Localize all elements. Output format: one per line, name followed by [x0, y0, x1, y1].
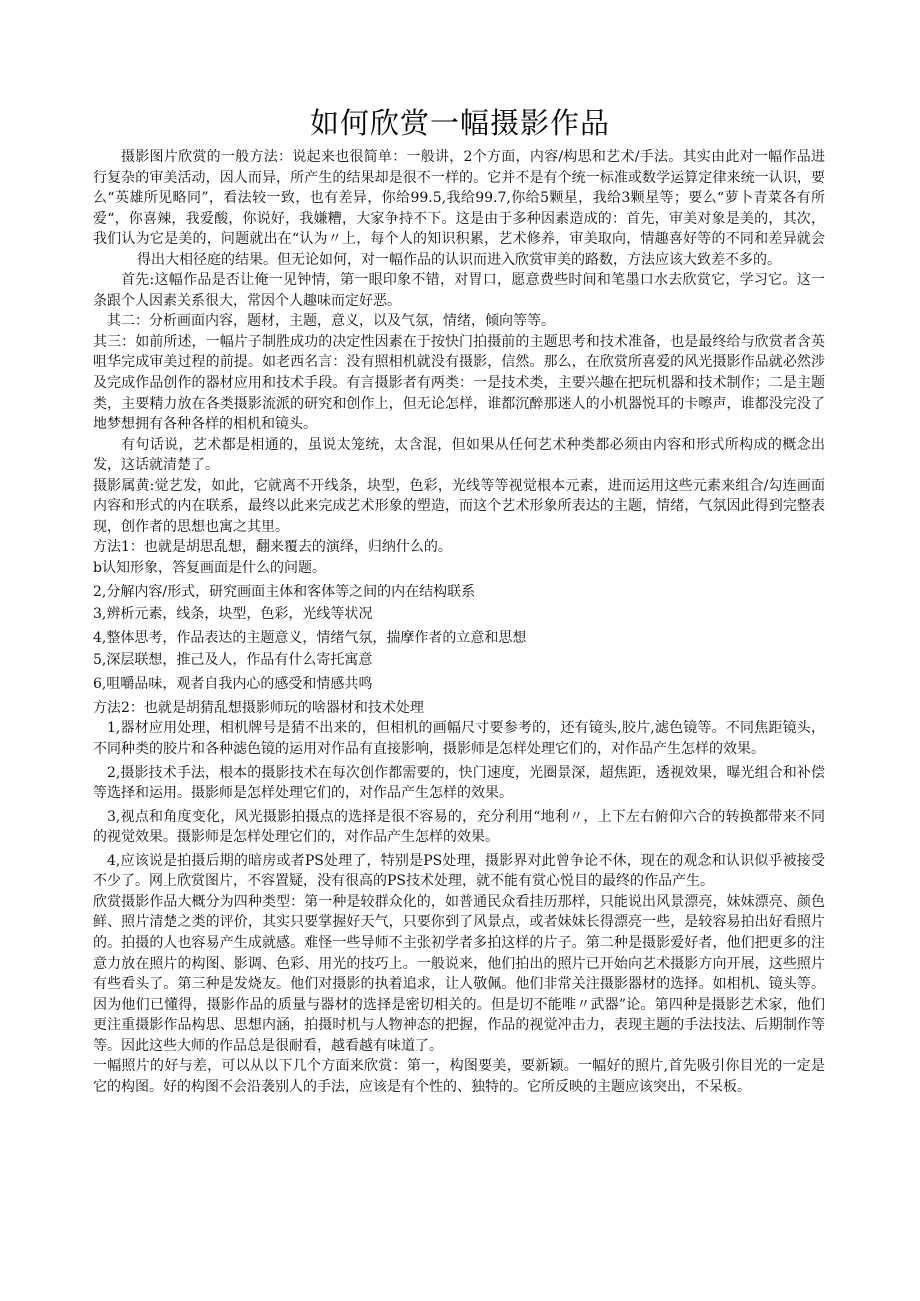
- method2-heading: 方法2：也就是胡猜乱想摄影师玩的啥器材和技术处理: [93, 699, 424, 716]
- paragraph-intro: 摄影图片欣赏的一般方法：说起来也很简单：一般讲，2个方面，内容/构思和艺术/手法。其实由此对一幅作品进行复杂的审美活动，因人而异，所产生的结果却是很不一样的。它并不是有个统一标准或数学运算定律来统一认识，要么“英雄所见略同”，看法较一致，也有差异，你给99.5,我给99.7,你给5颗星，我给3颗星等；要么“萝卜青菜各有所爱“，你喜辣，我爱酸，你说好，我嫌糟，大家争持不下。这是由于多种因素造成的：首先，审美对象是美的，其次，我们认为它是美的，问题就出在“认为〃上，每个人的知识积累，艺术修养，审美取向，情趣喜好等的不同和差异就会得出大相径庭的结果。但无论如何，对一幅作品的认识而进入欣赏审美的路数，方法应该大致差不多的。: [93, 149, 825, 268]
- method1-item: 2,分解内容/形式，研究画面主体和客体等之间的内在结构联系: [93, 584, 476, 601]
- method2-item: 1,器材应用处理，相机牌号是猜不出来的，但相机的画幅尺寸要参考的，还有镜头,胶片,滤色镜等。不同焦距镜头，不同种类的胶片和各种滤色镜的运用对作品有直接影响，摄影师是怎样处理它们的，对作品产生怎样的效果。: [93, 720, 825, 758]
- method1-item: 4,整体思考，作品表达的主题意义，情绪气氛，揣摩作者的立意和思想: [93, 630, 527, 647]
- document-title: 如何欣赏一幅摄影作品: [309, 106, 610, 140]
- method1-item: 3,辨析元素，线条，块型，色彩，光线等状况: [93, 605, 373, 622]
- paragraph-art: 有句话说，艺术都是相通的，虽说太笼统，太含混，但如果从任何艺术种类都必须由内容和形式所构成的概念出发，这话就清楚了。: [93, 436, 825, 474]
- paragraph-types: 欣赏摄影作品大概分为四种类型：第一种是较群众化的，如普通民众看挂历那样，只能说出风景漂亮，妹妹漂亮、颜色鲜、照片清楚之类的评价，其实只要掌握好天气，只要你到了风景点，或者妹妹长得漂亮一些，是较容易拍出好看照片的。拍摄的人也容易产生成就感。难怪一些导师不主张初学者多拍这样的片子。第二种是摄影爱好者，他们把更多的注意力放在照片的构图、影调、色彩、用光的技巧上。一般说来，他们拍出的照片已开始向艺术摄影方向开展，这些照片有些看头了。第三种是发烧友。他们对摄影的执着追求，让人敬佩。他们非常关注摄影器材的选择。如相机、镜头等。因为他们已懂得，摄影作品的质量与器材的选择是密切相关的。但是切不能唯〃武器”论。第四种是摄影艺术家，他们更注重摄影作品构思、思想内涵，拍摄时机与人物神态的把握，作品的视觉冲击力，表现主题的手法技法、后期制作等等。因此这些大师的作品总是很耐看，越看越有味道了。: [93, 893, 825, 1054]
- method1-heading: 方法1：也就是胡思乱想，翻来覆去的演绎，归纳什么的。: [93, 539, 452, 556]
- paragraph-photography: 摄影属黄:觉艺发，如此，它就离不开线条，块型，色彩，光线等等视觉根本元素，进而运用这些元素来组合/勾连画面内容和形式的内在联系，最终以此来完成艺术形象的塑造，而这个艺术形象所表达的主题，情绪，气氛因此得到完整表现，创作者的思想也寓之其里。: [93, 477, 825, 535]
- method2-item: 4,应该说是拍摄后期的暗房或者PS处理了，特别是PS处理，摄影界对此曾争论不休，现在的观念和认识似乎被接受不少了。网上欣赏图片，不容置疑，没有很高的PS技术处理，就不能有赏心悦目的最终的作品产生。: [93, 852, 825, 890]
- method1-item: b认知形象，答复画面是什么的问题。: [93, 559, 326, 576]
- paragraph-second: 其二：分析画面内容，题材，主题，意义，以及气氛，情绪，倾向等等。: [107, 313, 555, 330]
- document-body: [93, 147, 825, 1097]
- paragraph-composition: 一幅照片的好与差，可以从以下几个方面来欣赏：第一，构图要美，要新颖。一幅好的照片,首先吸引你目光的一定是它的构图。好的构图不会沿袭别人的手法，应该是有个性的、独特的。它所反映的主题应该突出，不呆板。: [93, 1058, 825, 1095]
- method2-item: 2,摄影技术手法，根本的摄影技术在每次创作都需要的，快门速度，光圈景深，超焦距，透视效果，曝光组合和补偿等选择和运用。摄影师是怎样处理它们的，对作品产生怎样的效果。: [93, 764, 825, 802]
- paragraph-third: 其三：如前所述，一幅片子制胜成功的决定性因素在于按快门拍摄前的主题思考和技术准备，也是最终给与欣赏者含英咀华完成审美过程的前提。如老西名言：没有照相机就没有摄影，信然。那么，在欣赏所喜爱的风光摄影作品就必然涉及完成作品创作的器材应用和技术手段。有言摄影者有两类：一是技术类，主要兴趣在把玩机器和技术制作；二是主题类，主要精力放在各类摄影流派的研究和创作上，但无论怎样，谁都沉醉那迷人的小机器悦耳的卡嚓声，谁都没完没了地梦想拥有各种各样的相机和镜头。: [93, 333, 825, 433]
- method1-item: 5,深层联想，推己及人，作品有什么寄托寓意: [93, 651, 373, 668]
- paragraph-first: 首先:这幅作品是否让俺一见钟情，第一眼印象不错，对胃口，愿意费些时间和笔墨口水去欣赏它，学习它。这一条跟个人因素关系很大，常因个人趣味而定好恶。: [93, 272, 825, 309]
- method1-item: 6,咀嚼品味，观者自我内心的感受和情感共鸣: [93, 676, 373, 693]
- method2-item: 3,视点和角度变化，风光摄影拍摄点的选择是很不容易的，充分利用“地利〃，上下左右俯仰六合的转换都带来不同的视觉效果。摄影师是怎样处理它们的，对作品产生怎样的效果。: [93, 808, 825, 846]
